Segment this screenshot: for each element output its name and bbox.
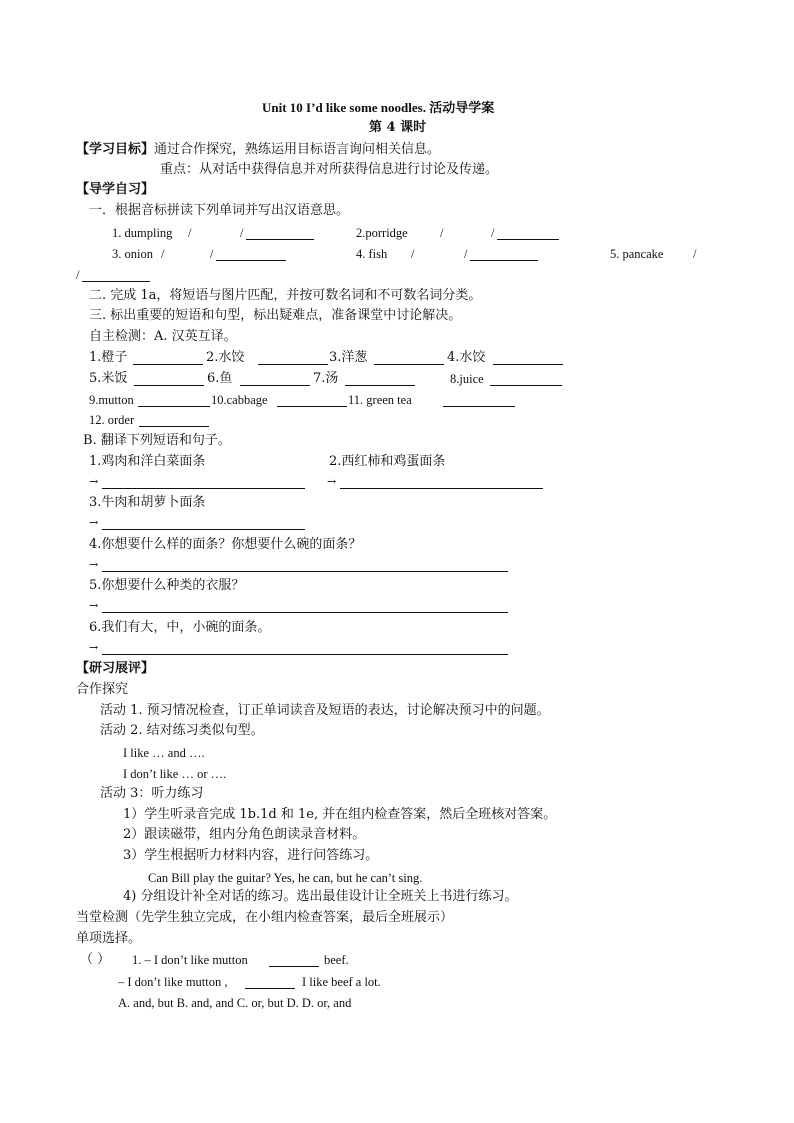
answer-line[interactable] <box>102 488 305 489</box>
slash: / <box>76 268 80 282</box>
goals-label: 【学习目标】 <box>76 142 155 157</box>
translate-2: 2.西红柿和鸡蛋面条 <box>329 454 446 469</box>
answer-blank[interactable] <box>134 385 204 386</box>
page-subtitle: 第 4 课时 <box>369 120 427 135</box>
slash: / <box>464 247 468 261</box>
pattern-1: I like … and …. <box>123 746 205 760</box>
slash: / <box>161 247 165 261</box>
activity-3: 活动 3：听力练习 <box>100 786 204 801</box>
step-2: 2）跟读磁带，组内分角色朗读录音材料。 <box>123 827 366 842</box>
question-1-line-a-end: beef. <box>324 953 349 967</box>
check-b: B. 翻译下列短语和句子。 <box>83 433 231 448</box>
mc-label: 单项选择。 <box>76 931 142 946</box>
slash: / <box>240 226 244 240</box>
vocab-4: 4.水饺 <box>447 350 486 365</box>
answer-blank[interactable] <box>246 239 314 240</box>
question-1-line-b: – I don’t like mutton , <box>118 975 228 989</box>
slash: / <box>491 226 495 240</box>
translate-6: 6.我们有大，中，小碗的面条。 <box>89 620 271 635</box>
arrow-icon: → <box>89 475 99 488</box>
answer-blank[interactable] <box>490 385 562 386</box>
answer-blank[interactable] <box>139 426 209 427</box>
word-fish: 4. fish <box>356 247 388 261</box>
answer-blank[interactable] <box>133 364 203 365</box>
answer-blank[interactable] <box>470 260 538 261</box>
translate-3: 3.牛肉和胡萝卜面条 <box>89 495 206 510</box>
arrow-icon: → <box>89 641 99 654</box>
answer-blank[interactable] <box>497 239 559 240</box>
answer-blank[interactable] <box>374 364 444 365</box>
vocab-1: 1.橙子 <box>89 350 128 365</box>
preview-part1: 一．根据音标拼读下列单词并写出汉语意思。 <box>89 203 350 218</box>
study-label: 【研习展评】 <box>76 661 155 676</box>
answer-blank[interactable] <box>493 364 563 365</box>
answer-blank[interactable] <box>269 966 319 967</box>
slash: / <box>210 247 214 261</box>
word-pancake: 5. pancake <box>610 247 664 261</box>
preview-label: 【导学自习】 <box>76 182 155 197</box>
goals-focus: 重点：从对话中获得信息并对所获得信息进行讨论及传递。 <box>160 162 499 177</box>
preview-part3: 三. 标出重要的短语和句型，标出疑难点，准备课堂中讨论解决。 <box>89 308 462 323</box>
goals-text: 通过合作探究，熟练运用目标语言询问相关信息。 <box>154 142 441 157</box>
question-1-line-a: 1. – I don’t like mutton <box>132 953 248 967</box>
coop-heading: 合作探究 <box>76 682 129 697</box>
answer-blank[interactable] <box>245 988 295 989</box>
question-1-options: A. and, but B. and, and C. or, but D. D. or, and <box>118 996 352 1010</box>
answer-paren[interactable]: （ ） <box>80 952 111 967</box>
answer-blank[interactable] <box>277 406 347 407</box>
vocab-6: 6.鱼 <box>207 371 233 386</box>
answer-blank[interactable] <box>345 385 415 386</box>
check-a: 自主检测：A. 汉英互译。 <box>89 329 237 344</box>
step-3: 3）学生根据听力材料内容，进行问答练习。 <box>123 848 379 863</box>
word-onion: 3. onion <box>112 247 153 261</box>
preview-part2: 二. 完成 1a，将短语与图片匹配，并按可数名词和不可数名词分类。 <box>89 288 482 303</box>
vocab-11: 11. green tea <box>348 393 412 407</box>
answer-line[interactable] <box>340 488 543 489</box>
slash: / <box>440 226 444 240</box>
page-title: Unit 10 I’d like some noodles. 活动导学案 <box>262 100 495 115</box>
learning-goals <box>76 142 440 158</box>
answer-line[interactable] <box>102 571 508 572</box>
activity-1: 活动 1. 预习情况检查，订正单词读音及短语的表达，讨论解决预习中的问题。 <box>100 703 550 718</box>
translate-1: 1.鸡肉和洋白菜面条 <box>89 454 206 469</box>
vocab-12: 12. order <box>89 413 135 427</box>
class-check: 当堂检测（先学生独立完成，在小组内检查答案，最后全班展示） <box>76 910 454 925</box>
slash: / <box>693 247 697 261</box>
word-porridge: 2.porridge <box>356 226 408 240</box>
vocab-5: 5.米饭 <box>89 371 128 386</box>
answer-blank[interactable] <box>258 364 328 365</box>
vocab-7: 7.汤 <box>313 371 339 386</box>
pattern-2: I don’t like … or …. <box>123 767 227 781</box>
slash: / <box>188 226 192 240</box>
answer-line[interactable] <box>102 529 305 530</box>
step-4: 4) 分组设计补全对话的练习。选出最佳设计让全班关上书进行练习。 <box>123 889 518 904</box>
answer-blank[interactable] <box>240 385 310 386</box>
translate-4: 4.你想要什么样的面条？你想要什么碗的面条？ <box>89 537 362 552</box>
vocab-10: 10.cabbage <box>211 393 268 407</box>
arrow-icon: → <box>89 558 99 571</box>
answer-blank[interactable] <box>216 260 286 261</box>
translate-5: 5.你想要什么种类的衣服？ <box>89 578 245 593</box>
arrow-icon: → <box>327 475 337 488</box>
step-1: 1）学生听录音完成 1b.1d 和 1e, 并在组内检查答案，然后全班核对答案。 <box>123 807 557 822</box>
slash: / <box>411 247 415 261</box>
question-1-line-b-end: I like beef a lot. <box>302 975 381 989</box>
arrow-icon: → <box>89 599 99 612</box>
answer-line[interactable] <box>102 612 508 613</box>
vocab-8: 8.juice <box>450 372 484 386</box>
answer-line[interactable] <box>102 654 508 655</box>
answer-blank[interactable] <box>82 281 150 282</box>
vocab-2: 2.水饺 <box>206 350 245 365</box>
answer-blank[interactable] <box>443 406 515 407</box>
word-dumpling: 1. dumpling <box>112 226 173 240</box>
vocab-3: 3.洋葱 <box>329 350 368 365</box>
activity-2: 活动 2. 结对练习类似句型。 <box>100 723 264 738</box>
answer-blank[interactable] <box>138 406 210 407</box>
example-sentence: Can Bill play the guitar? Yes, he can, but he can’t sing. <box>148 871 423 885</box>
vocab-9: 9.mutton <box>89 393 134 407</box>
arrow-icon: → <box>89 516 99 529</box>
